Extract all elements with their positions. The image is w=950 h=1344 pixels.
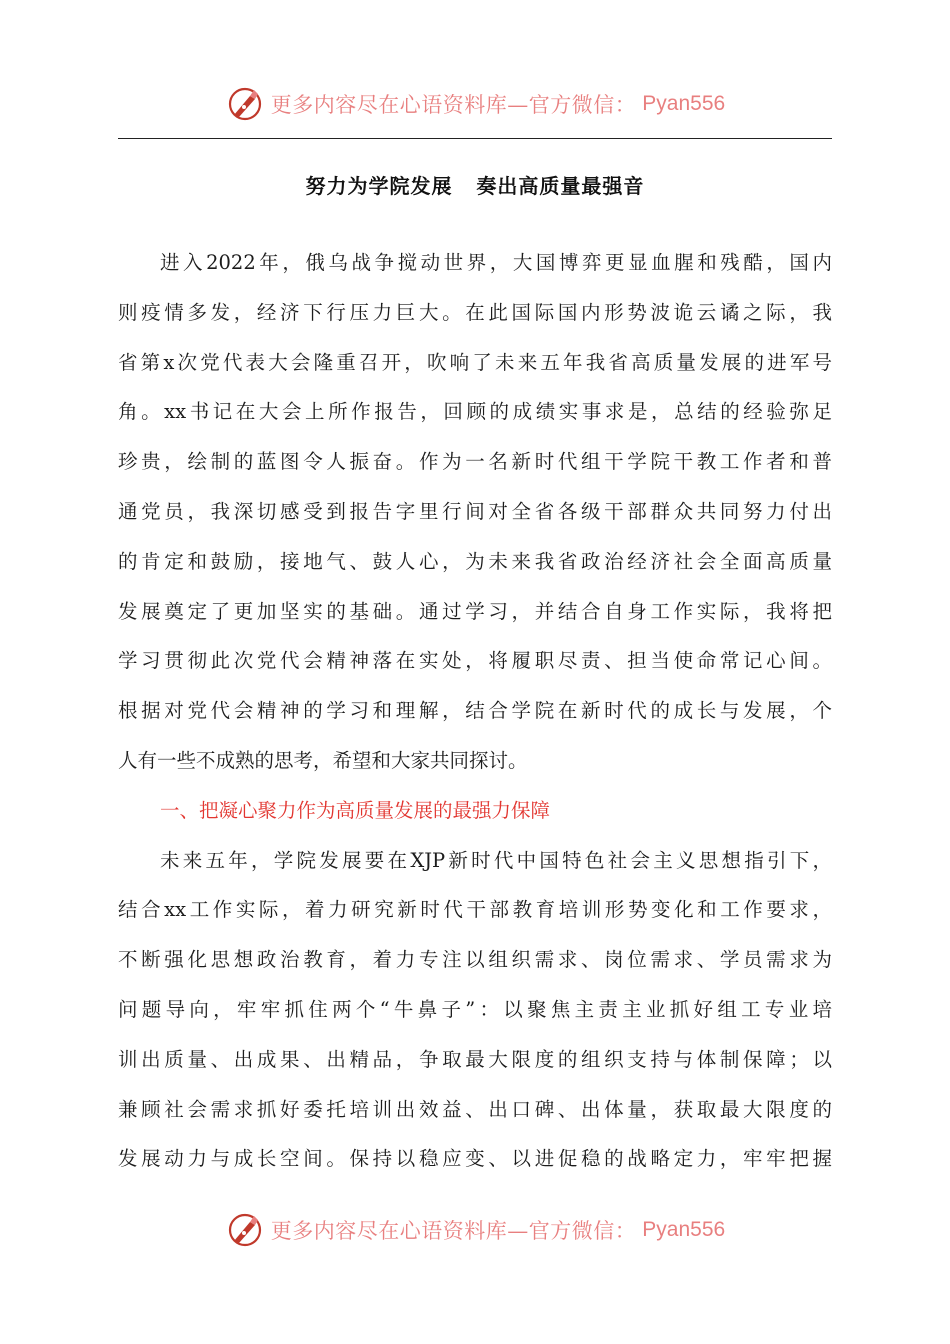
paragraph-line: 珍贵，绘制的蓝图令人振奋。作为一名新时代组干学院干教工作者和普: [118, 450, 832, 474]
paragraph-line: 省第x次党代表大会隆重召开，吹响了未来五年我省高质量发展的进军号: [118, 350, 832, 374]
paragraph-line: 角。xx书记在大会上所作报告，回顾的成绩实事求是，总结的经验弥足: [118, 400, 832, 424]
paragraph-line: 的肯定和鼓励，接地气、鼓人心，为未来我省政治经济社会全面高质量: [118, 549, 832, 573]
paragraph-line: 发展动力与成长空间。保持以稳应变、以进促稳的战略定力，牢牢把握: [118, 1147, 832, 1171]
paragraph-line: 未来五年，学院发展要在XJP新时代中国特色社会主义思想指引下，: [160, 848, 832, 872]
watermark-wechat-id: Pyan556: [642, 1218, 726, 1241]
paragraph-line: 则疫情多发，经济下行压力巨大。在此国际国内形势波诡云谲之际，我: [118, 300, 832, 324]
paragraph-line: 兼顾社会需求抓好委托培训出效益、出口碑、出体量，获取最大限度的: [118, 1097, 832, 1121]
paragraph-line: 学习贯彻此次党代会精神落在实处，将履职尽责、担当使命常记心间。: [118, 649, 832, 673]
document-title: 努力为学院发展 奏出高质量最强音: [305, 174, 645, 198]
paragraph-line: 发展奠定了更加坚实的基础。通过学习，并结合自身工作实际，我将把: [118, 599, 832, 623]
document-body: [118, 238, 832, 1184]
watermark-wechat-id: Pyan556: [642, 92, 726, 115]
pen-nib-logo-icon: [225, 84, 265, 124]
pen-nib-logo-icon: [225, 1210, 265, 1250]
paragraph-line: 根据对党代会精神的学习和理解，结合学院在新时代的成长与发展，个: [118, 699, 832, 723]
paragraph-line: 结合xx工作实际，着力研究新时代干部教育培训形势变化和工作要求，: [118, 898, 832, 922]
watermark-banner-bottom: [0, 1208, 950, 1252]
paragraph-line: 问题导向，牢牢抓住两个“牛鼻子”：以聚焦主责主业抓好组工专业培: [118, 997, 832, 1021]
watermark-slogan: 更多内容尽在心语资料库—官方微信：: [270, 93, 637, 117]
paragraph-line: 通党员，我深切感受到报告字里行间对全省各级干部群众共同努力付出: [118, 499, 832, 523]
paragraph-line: 进入2022年，俄乌战争搅动世界，大国博弈更显血腥和残酷，国内: [160, 251, 832, 274]
watermark-banner-top: [0, 82, 950, 126]
watermark-slogan: 更多内容尽在心语资料库—官方微信：: [270, 1219, 637, 1243]
paragraph-line: 训出质量、出成果、出精品，争取最大限度的组织支持与体制保障；以: [118, 1047, 832, 1071]
paragraph-line: 人有一些不成熟的思考，希望和大家共同探讨。: [118, 748, 528, 772]
paragraph-line: 不断强化思想政治教育，着力专注以组织需求、岗位需求、学员需求为: [118, 948, 832, 972]
header-divider: [118, 138, 832, 139]
section-heading: 一、把凝心聚力作为高质量发展的最强力保障: [160, 798, 551, 822]
